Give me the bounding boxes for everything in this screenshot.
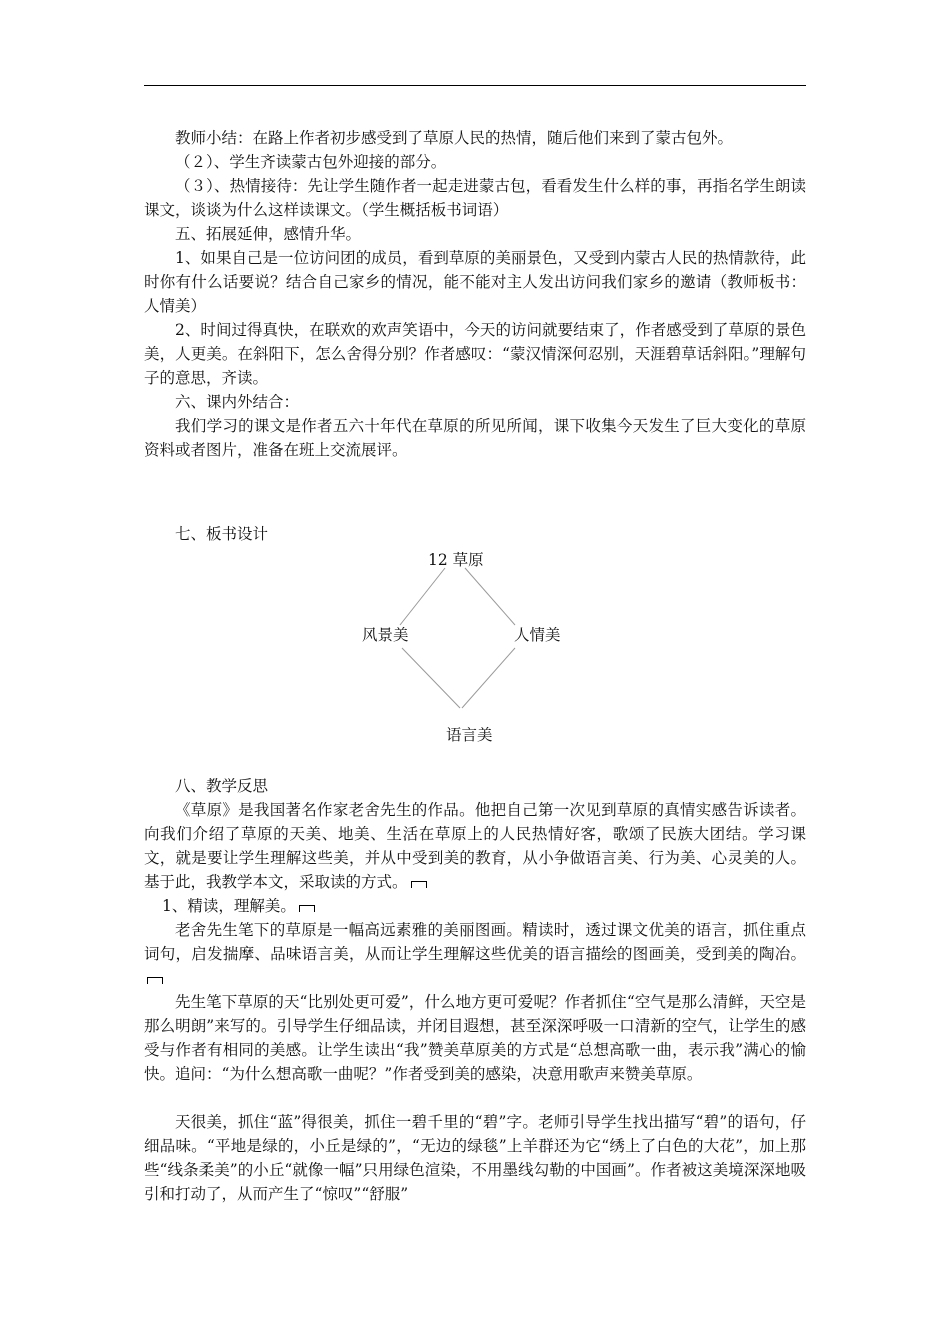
paragraph-intensive-reading: 1、精读，理解美。 <box>144 894 806 918</box>
paragraph-blue-green: 天很美，抓住“蓝”得很美，抓住一碧千里的“碧”字。老师引导学生找出描写“碧”的语句，仔细品味。“平地是绿的，小丘是绿的”，“无边的绿毯”上羊群还为它“绣上了白色的大花”，加上那些“线条柔美”的小丘“就像一幅”只用绿色渲染，不用墨线勾勒的中国画”。作者被这美境深深地吸引和打动了，从而产生了“惊叹”“舒服” <box>144 1113 806 1203</box>
diagram-left-label: 风景美 <box>362 626 409 644</box>
paragraph-step-3: （３）、热情接待：先让学生随作者一起走进蒙古包，看看发生什么样的事，再指名学生朗读课文，谈谈为什么这样读课文。（学生概括板书词语） <box>144 177 806 219</box>
paragraph-extension-1: 1、如果自己是一位访问团的成员，看到草原的美丽景色，又受到内蒙古人民的热情款待，此时你有什么话要说？结合自己家乡的情况，能不能对主人发出访问我们家乡的邀请（教师板书：人情美） <box>144 249 806 315</box>
section-heading-7: 七、板书设计 <box>175 525 269 543</box>
paragraph-lao-she: 老舍先生笔下的草原是一幅高远素雅的美丽图画。精读时，透过课文优美的语言，抓住重点词句，启发揣摩、品味语言美，从而让学生理解这些优美的语言描绘的图画美，受到美的陶冶。 <box>144 918 806 990</box>
blackboard-diagram <box>340 540 600 760</box>
header-rule <box>144 85 806 86</box>
edit-mark <box>147 977 163 984</box>
paragraph-reflection-intro: 《草原》是我国著名作家老舍先生的作品。他把自己第一次见到草原的真情实感告诉读者。向我们介绍了草原的天美、地美、生活在草原上的人民热情好客，歌颂了民族大团结。学习课文，就是要让学生理解这些美，并从中受到美的教育，从小争做语言美、行为美、心灵美的人。基于此，我教学本文，采取读的方式。 <box>144 801 806 891</box>
paragraph-combination: 我们学习的课文是作者五六十年代在草原的所见所闻，课下收集今天发生了巨大变化的草原资料或者图片，准备在班上交流展评。 <box>144 417 806 459</box>
diagram-right-label: 人情美 <box>514 626 561 644</box>
paragraph-step-2: （２）、学生齐读蒙古包外迎接的部分。 <box>175 153 447 171</box>
paragraph-extension-2: 2、时间过得真快，在联欢的欢声笑语中，今天的访问就要结束了，作者感受到了草原的景色美，人更美。在斜阳下，怎么舍得分别？作者感叹：“蒙汉情深何忍别，天涯碧草话斜阳。”理解句子的意思，齐读。 <box>144 321 806 387</box>
edit-mark <box>411 881 427 888</box>
section-heading-6: 六、课内外结合： <box>175 393 300 411</box>
section-heading-8: 八、教学反思 <box>175 777 269 795</box>
section-heading-5: 五、拓展延伸，感情升华。 <box>175 225 362 243</box>
edit-mark <box>299 905 315 912</box>
paragraph-teacher-summary: 教师小结：在路上作者初步感受到了草原人民的热情，随后他们来到了蒙古包外。 <box>175 129 734 147</box>
paragraph-sky-description: 先生笔下草原的天“比别处更可爱”，什么地方更可爱呢？作者抓住“空气是那么清鲜，天空是那么明朗”来写的。引导学生仔细品读，并闭目遐想，甚至深深呼吸一口清新的空气，让学生的感受与作者有相同的美感。让学生读出“我”赞美草原美的方式是“总想高歌一曲，表示我”满心的愉快。追问：“为什么想高歌一曲呢？”作者受到美的感染，决意用歌声来赞美草原。 <box>144 993 806 1083</box>
diagram-bottom-label: 语言美 <box>446 726 493 744</box>
diagram-top-label: 12 草原 <box>428 551 484 569</box>
